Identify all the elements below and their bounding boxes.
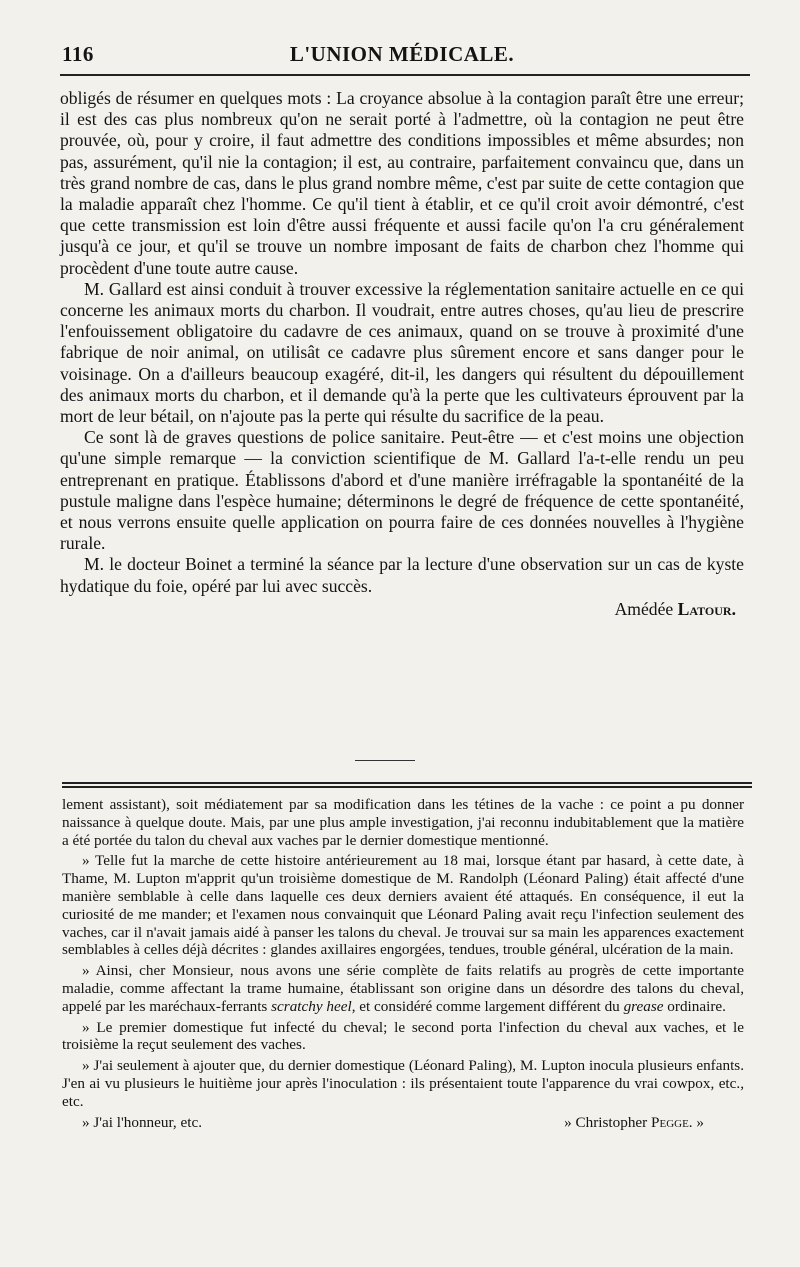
section-divider [355, 760, 415, 761]
closing-signature-suffix: » [696, 1113, 704, 1131]
main-paragraph-2: M. Gallard est ainsi conduit à trouver excessive la réglementation sanitaire actuelle en ce qui concerne les animaux morts du charbon. Il voudrait, entre autres choses, qu'au lieu de prescrire l'enfouissement obligatoire du cadavre de ces animaux, quand on se trouve à proximité d'une fabrique de noir animal, on utilisât ce cadavre plus sûrement encore et sans danger pour le voisinage. On a d'ailleurs beaucoup exagéré, dit-il, les dangers qui résultent du dépouillement des animaux morts du charbon, et il demande qu'à la perte que les cultivateurs éprouvent par la mort de leur bétail, on n'ajoute pas la perte qui résulte du sacrifice de la peau. [60, 278, 744, 427]
closing-signature-prefix: » Christopher [564, 1113, 648, 1131]
main-paragraph-4: M. le docteur Boinet a terminé la séance par la lecture d'une observation sur un cas de kyste hydatique du foie, opéré par lui avec succès. [60, 554, 744, 596]
header-rule [60, 74, 750, 76]
main-text [60, 88, 744, 620]
footnote-p3-part-3: ordinaire. [667, 997, 726, 1015]
footnote-p3-term-1: scratchy heel [271, 997, 352, 1015]
footnote-paragraph-3 [62, 962, 744, 1015]
closing-signature [564, 1114, 704, 1132]
page-header [62, 42, 742, 72]
footnote-p3-term-2: grease [623, 997, 664, 1015]
author-last-name: Latour. [677, 598, 736, 619]
footnote-paragraph-5: » J'ai seulement à ajouter que, du dernier domestique (Léonard Paling), M. Lupton inocula plusieurs enfants. J'en ai vu plusieurs le huitième jour après l'inoculation : ils présentaient toute l'apparence du vrai cowpox, etc., etc. [62, 1057, 744, 1110]
main-paragraph-3: Ce sont là de graves questions de police sanitaire. Peut-être — et c'est moins une objection qu'une simple remarque — la conviction scientifique de M. Gallard l'a-t-elle rendu un peu entreprenant en pratique. Établissons d'abord et d'une manière irréfragable la spontanéité de la pustule maligne dans l'espèce humaine; déterminons le degré de fréquence de cette spontanéité, et nous verrons ensuite quelle application on pourra faire de ces données nouvelles à l'hygiène rurale. [60, 427, 744, 554]
footnote-text [62, 796, 744, 1134]
page-number: 116 [62, 42, 94, 66]
closing-signature-name: Pegge. [651, 1113, 693, 1131]
footnote-p3-part-1: » Ainsi, cher Monsieur, nous avons une série complète de faits relatifs au progrès de cette importante maladie, comme affectant la trame humaine, établissant son origine dans un désordre des talons du cheval, appelé par les maréchaux-ferrants [62, 962, 744, 1015]
closing-salutation: » J'ai l'honneur, etc. [82, 1113, 203, 1131]
author-first-name: Amédée [614, 598, 674, 619]
footnote-paragraph-4: » Le premier domestique fut infecté du cheval; le second porta l'infection du cheval aux vaches, et le troisième la reçut seulement des vaches. [62, 1018, 744, 1054]
running-title: L'UNION MÉDICALE. [289, 42, 515, 66]
footnote-paragraph-2: » Telle fut la marche de cette histoire antérieurement au 18 mai, lorsque étant par hasard, à cette date, à Thame, M. Lupton m'apprit qu'un troisième domestique de M. Randolph (Léonard Paling) était affecté d'une manière semblable à celle dans laquelle ces deux derniers avaient été attaqués. En conséquence, il eut la curiosité de me mander; et l'examen nous convainquit que Léonard Paling avait reçu l'infection seulement des vaches, car il n'avait jamais aidé à panser les talons du cheval. Je trouvai sur sa main les apparences exactement semblables à celles déjà décrites : glandes axillaires engorgées, tendues, trouble général, ulcération de la main. [62, 852, 744, 959]
footnote-paragraph-1: lement assistant), soit médiatement par sa modification dans les tétines de la vache : ce point a pu donner naissance à quelque doute. Mais, par une plus ample investigation, j'ai reconnu indubitablement que la matière a été portée du talon du cheval aux vaches par le dernier domestique mentionné. [62, 796, 744, 849]
footnote-rule [62, 782, 752, 788]
footnote-closing [62, 1114, 744, 1132]
footnote-p3-part-2: , et considéré comme largement différent du [351, 997, 620, 1015]
main-paragraph-1: obligés de résumer en quelques mots : La croyance absolue à la contagion paraît être une erreur; il est des cas plus nombreux qu'on ne serait porté à l'admettre, où la contagion ne peut être prouvée, où, pour y croire, il faut admettre des conditions impossibles et même absurdes; non pas, assurément, qu'il nie la contagion; il est, au contraire, parfaitement convaincu que, dans un très grand nombre de cas, dans le plus grand nombre même, c'est par suite de cette contagion que la maladie apparaît chez l'homme. Ce qu'il tient à établir, et ce qu'il croit avoir démontré, c'est que cette transmission est loin d'être aussi fréquente et aussi facile qu'on l'a cru généralement jusqu'à ce jour, et qu'il se trouve un nombre imposant de faits de charbon chez l'homme qui procèdent d'une toute autre cause. [60, 88, 744, 278]
author-signature [60, 599, 744, 620]
